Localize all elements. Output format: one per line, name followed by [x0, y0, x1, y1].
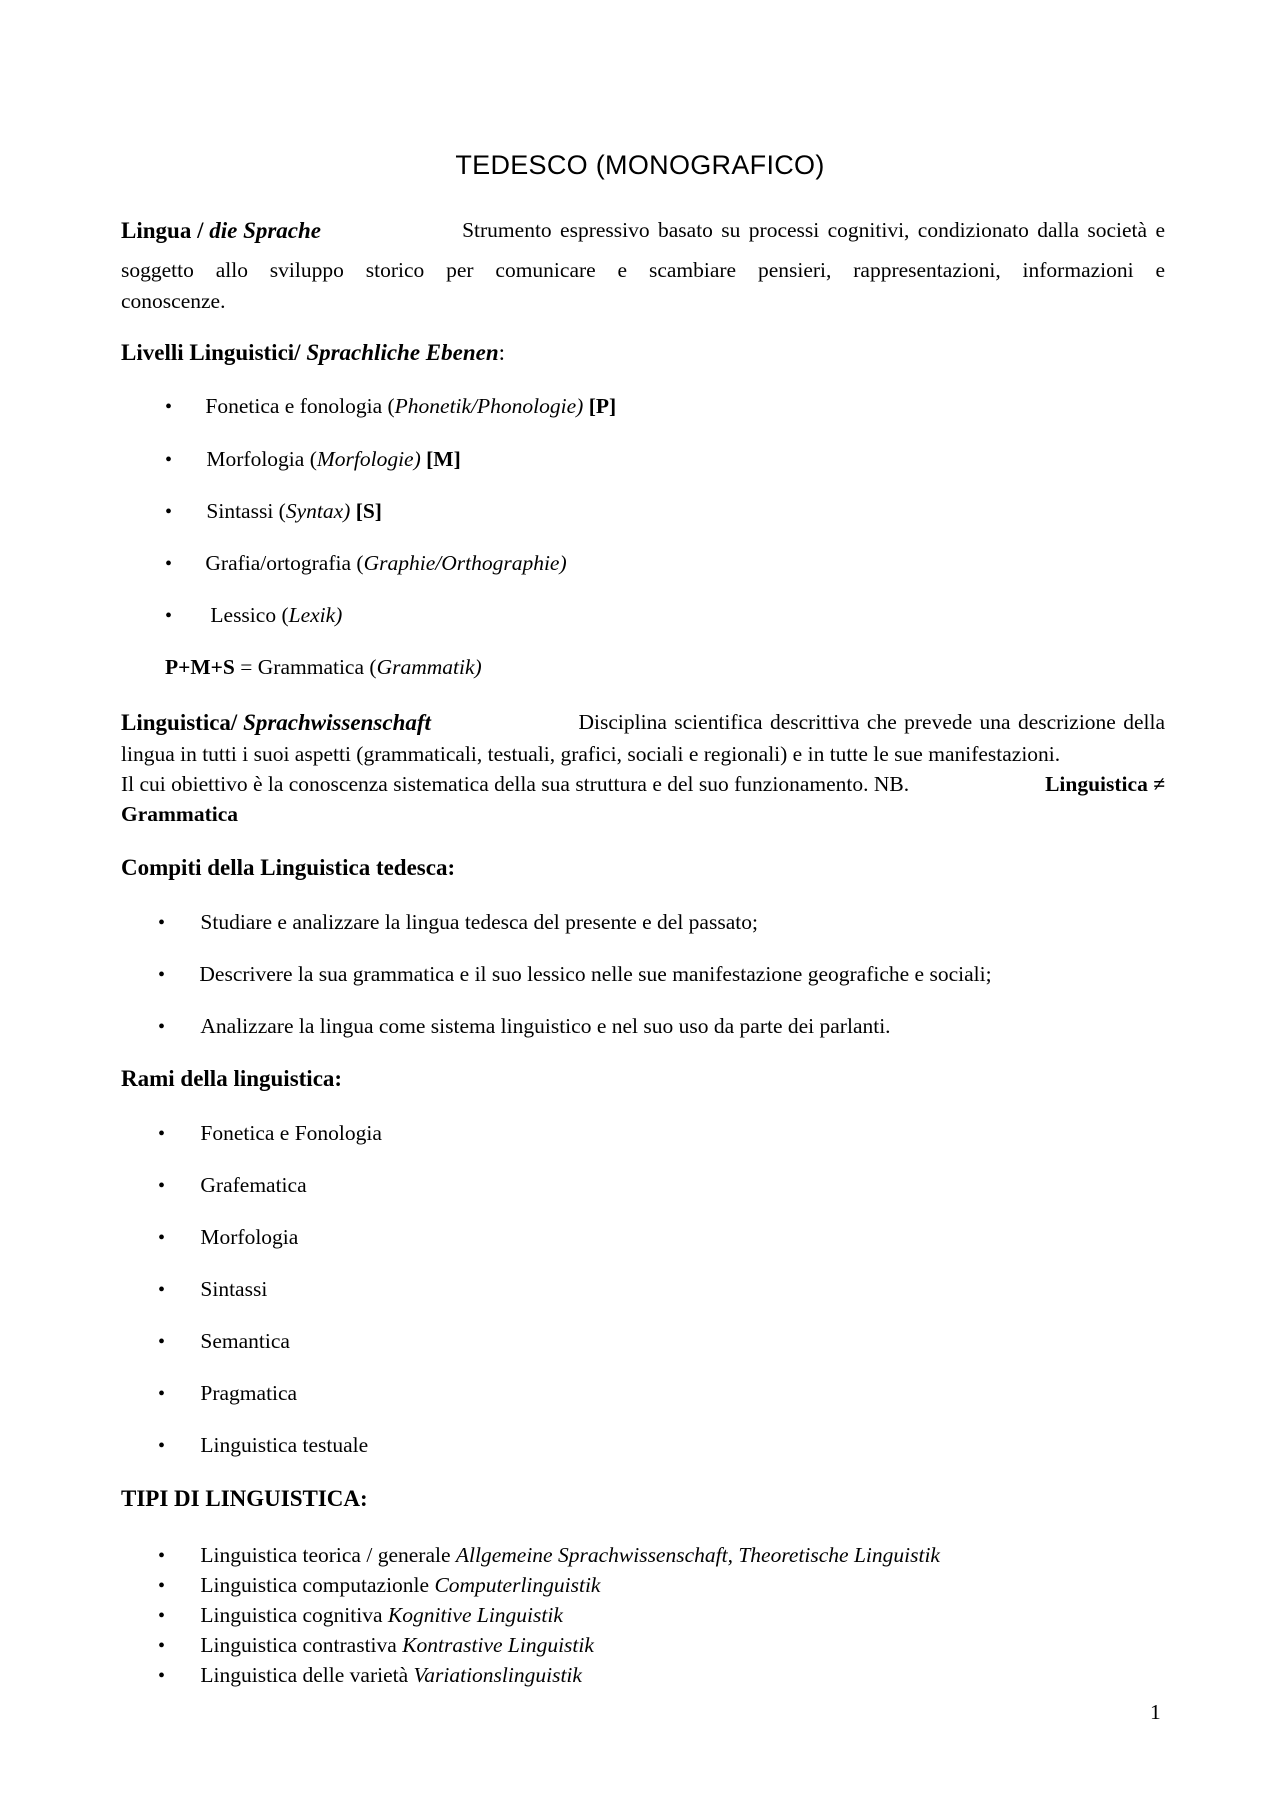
- bullet-icon: •: [158, 1016, 166, 1038]
- bullet-icon: •: [158, 1279, 166, 1301]
- bullet-icon: •: [158, 1605, 166, 1627]
- rami-item: • Pragmatica: [158, 1381, 298, 1405]
- livelli-item: • Grafia/ortografia (Graphie/Orthographie): [165, 551, 567, 575]
- bullet-icon: •: [158, 1175, 166, 1197]
- livelli-item: • Morfologia (Morfologie) [M]: [165, 447, 461, 471]
- compiti-item: • Analizzare la lingua come sistema linguistico e nel suo uso da parte dei parlanti.: [158, 1014, 891, 1038]
- bullet-icon: •: [165, 605, 173, 627]
- bullet-icon: •: [158, 1665, 166, 1687]
- lingua-text-1: Strumento espressivo basato su processi cognitivi, condizionato dalla società e: [462, 218, 1165, 242]
- linguistica-definition: Linguistica/ Sprachwissenschaft Disciplina scientifica descrittiva che prevede una descrizione della lingua in tutti i suoi aspetti (grammaticali, testuali, grafici, sociali e regionali) e in tutte le sue manifestazioni. Il cui obiettivo è la conoscenza sistematica della sua struttura e del suo funzionamento. NB. Linguistica ≠ Grammatica: [121, 710, 1165, 826]
- page-title: TEDESCO (MONOGRAFICO): [455, 150, 825, 180]
- page-number: 1: [1150, 1700, 1161, 1724]
- tipi-item: • Linguistica teorica / generale Allgemeine Sprachwissenschaft, Theoretische Linguistik: [158, 1543, 940, 1567]
- tipi-heading: TIPI DI LINGUISTICA:: [121, 1486, 368, 1511]
- bullet-icon: •: [158, 1575, 166, 1597]
- bullet-icon: •: [158, 1545, 166, 1567]
- livelli-heading: Livelli Linguistici/ Sprachliche Ebenen:: [121, 340, 506, 365]
- lingua-line-2: [121, 255, 1165, 286]
- bullet-icon: •: [158, 1635, 166, 1657]
- livelli-item: • Sintassi (Syntax) [S]: [165, 499, 382, 523]
- lingua-definition: [121, 215, 1165, 317]
- livelli-item: • Fonetica e fonologia (Phonetik/Phonologie) [P]: [165, 394, 617, 418]
- compiti-heading: Compiti della Linguistica tedesca:: [121, 855, 456, 880]
- linguistica-term-de: Sprachwissenschaft: [243, 710, 431, 735]
- bullet-icon: •: [158, 912, 166, 934]
- bullet-icon: •: [165, 449, 173, 471]
- bullet-icon: •: [165, 553, 173, 575]
- tipi-item: • Linguistica computazionle Computerlinguistik: [158, 1573, 601, 1597]
- bullet-icon: •: [158, 1383, 166, 1405]
- compiti-item: • Studiare e analizzare la lingua tedesca del presente e del passato;: [158, 910, 758, 934]
- lingua-line-1: [121, 215, 1165, 247]
- compiti-item: • Descrivere la sua grammatica e il suo lessico nelle sue manifestazione geografiche e sociali;: [158, 962, 992, 986]
- rami-item: • Morfologia: [158, 1225, 299, 1249]
- tipi-item: • Linguistica cognitiva Kognitive Linguistik: [158, 1603, 563, 1627]
- bullet-icon: •: [165, 396, 173, 418]
- grammar-formula: P+M+S = Grammatica (Grammatik): [165, 655, 482, 679]
- rami-item: • Grafematica: [158, 1173, 307, 1197]
- rami-item: • Linguistica testuale: [158, 1433, 369, 1457]
- rami-item: • Fonetica e Fonologia: [158, 1121, 382, 1145]
- linguistica-term: Linguistica/: [121, 710, 244, 735]
- lingua-text-2: soggetto allo sviluppo storico per comunicare e scambiare pensieri, rappresentazioni, informazioni e: [121, 258, 1165, 282]
- bullet-icon: •: [158, 964, 166, 986]
- rami-heading: Rami della linguistica:: [121, 1066, 343, 1091]
- bullet-icon: •: [165, 501, 173, 523]
- bullet-icon: •: [158, 1331, 166, 1353]
- lingua-text-3: conoscenze.: [121, 289, 226, 313]
- rami-item: • Sintassi: [158, 1277, 268, 1301]
- livelli-item: • Lessico (Lexik): [165, 603, 343, 627]
- tipi-item: • Linguistica delle varietà Variationslinguistik: [158, 1663, 582, 1687]
- bullet-icon: •: [158, 1435, 166, 1457]
- bullet-icon: •: [158, 1123, 166, 1145]
- lingua-term: Lingua /: [121, 218, 210, 243]
- bullet-icon: •: [158, 1227, 166, 1249]
- lingua-term-de: die Sprache: [209, 218, 322, 243]
- tipi-item: • Linguistica contrastiva Kontrastive Linguistik: [158, 1633, 594, 1657]
- rami-item: • Semantica: [158, 1329, 290, 1353]
